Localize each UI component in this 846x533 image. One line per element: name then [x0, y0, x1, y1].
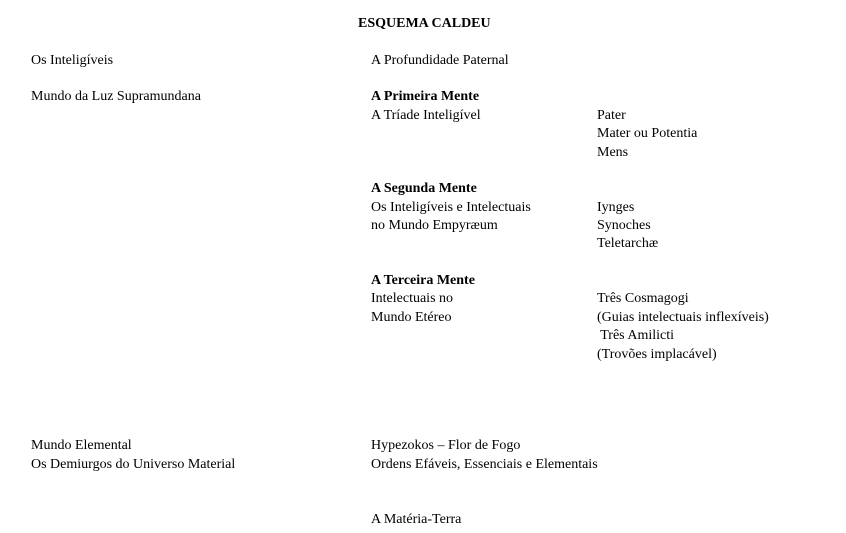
hypezokos-text: Hypezokos – Flor de Fogo: [371, 438, 521, 453]
terceira-item: (Guias intelectuais inflexíveis): [597, 310, 769, 325]
ordens-text: Ordens Efáveis, Essenciais e Elementais: [371, 457, 598, 472]
document-title: ESQUEMA CALDEU: [358, 16, 491, 31]
segunda-item: Synoches: [597, 218, 651, 233]
triade-item: Pater: [597, 108, 626, 123]
terceira-mente-line-2: Mundo Etéreo: [371, 310, 452, 325]
terceira-item: Três Amilicti: [597, 328, 675, 343]
segunda-mente-line-2: no Mundo Empyræum: [371, 218, 498, 233]
terceira-item: Três Cosmagogi: [597, 291, 689, 306]
demiurgos-label: Os Demiurgos do Universo Material: [31, 457, 236, 472]
terceira-item: (Trovões implacável): [597, 347, 717, 362]
segunda-item: Teletarchæ: [597, 236, 659, 251]
triade-item: Mens: [597, 145, 629, 160]
triade-item: Mater ou Potentia: [597, 126, 698, 141]
segunda-mente-heading: A Segunda Mente: [371, 181, 477, 196]
inteligiveis-label: Os Inteligíveis: [31, 53, 114, 68]
mundo-luz-label: Mundo da Luz Supramundana: [31, 89, 201, 104]
materia-terra: A Matéria-Terra: [371, 512, 462, 527]
segunda-item: Iynges: [597, 200, 635, 215]
mundo-elemental-label: Mundo Elemental: [31, 438, 132, 453]
profundidade-paternal: A Profundidade Paternal: [371, 53, 509, 68]
terceira-mente-heading: A Terceira Mente: [371, 273, 475, 288]
segunda-mente-line-1: Os Inteligíveis e Intelectuais: [371, 200, 531, 215]
triade-inteligivel: A Tríade Inteligível: [371, 108, 481, 123]
primeira-mente-heading: A Primeira Mente: [371, 89, 480, 104]
terceira-mente-line-1: Intelectuais no: [371, 291, 454, 306]
